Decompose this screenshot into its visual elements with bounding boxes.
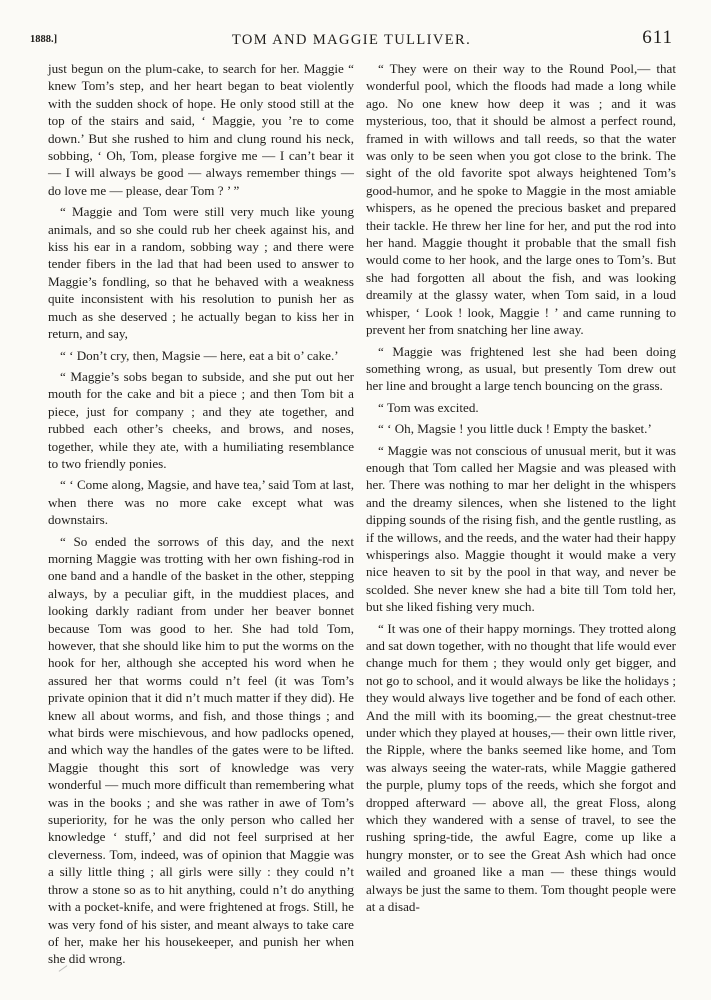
running-header xyxy=(30,22,673,52)
paragraph: “ They were on their way to the Round Pool,— that wonderful pool, which the floods had made a long while ago. No one knew how deep it was ; and it was mysterious, too, that it should be almost a perfect round, framed in with willows and tall reeds, so that the water was only to be seen when you got close to the brink. The sight of the old favorite spot always heightened Tom’s good-humor, and he spoke to Maggie in the most amiable whispers, as he opened the precious basket and prepared their tackle. He threw her line for her, and put the rod into her hand. Maggie thought it probable that the small fish would come to her hook, and the large ones to Tom’s. But she had forgotten all about the fish, and was looking dreamily at the glassy water, when Tom said, in a loud whisper, ‘ Look ! look, Maggie ! ’ and came running to prevent her from snatching her line away. xyxy=(366,61,676,338)
paragraph: “ So ended the sorrows of this day, and the next morning Maggie was trotting with her own fishing-rod in one band and a handle of the basket in the other, stepping always, by a peculiar gift, in the muddiest places, and looking darkly radiant from under her beaver bonnet because Tom was good to her. She had told Tom, however, that she should like him to put the worms on the hook for her, although she accepted his word when he assured her that worms could n’t feel (it was Tom’s private opinion that it did n’t much matter if they did). He knew all about worms, and fish, and those things ; and what birds were mischievous, and how padlocks opened, and which way the handles of the gates were to be lifted. Maggie thought this sort of knowledge was very wonderful — much more difficult than remembering what was in the books ; and she was rather in awe of Tom’s superiority, for he was the only person who called her knowledge ‘ stuff,’ and did not feel surprised at her cleverness. Tom, indeed, was of opinion that Maggie was a silly little thing ; all girls were silly : they could n’t throw a stone so as to hit anything, could n’t do anything with a pocket-knife, and were frightened at frogs. Still, he was very fond of his sister, and meant always to take care of her, make her his housekeeper, and punish her when she did wrong. xyxy=(48,533,354,967)
paragraph: “ ‘ Don’t cry, then, Magsie — here, eat a bit o’ cake.’ xyxy=(60,347,339,363)
paragraph: “ Maggie’s sobs began to subside, and she put out her mouth for the cake and bit a piece ; and then Tom bit a piece, just for company ; and they ate together, and rubbed each other’s cheeks, and brows, and noses, together, while they ate, with a humiliating resemblance to two friendly ponies. xyxy=(48,368,354,471)
running-title: TOM AND MAGGIE TULLIVER. xyxy=(231,32,472,48)
paragraph: “ Maggie was not conscious of unusual merit, but it was enough that Tom called her Magsie and was pleased with her. There was nothing to mar her delight in the whispers and the dreamy silences, when she listened to the light dipping sounds of the rising fish, and the gentle rustling, as if the willows, and the reeds, and the water had their happy whisperings also. Maggie thought it would make a very nice heaven to sit by the pool in that way, and never be scolded. She never knew she had a bite till Tom told her, but she liked fishing very much. xyxy=(366,442,676,615)
page-number: 611 xyxy=(642,27,673,48)
paragraph: “ It was one of their happy mornings. They trotted along and sat down together, with no thought that life would ever change much for them ; they would only get bigger, and not go to school, and it would always be like the holidays ; they would always live together and be fond of each other. And the mill with its booming,— the great chestnut-tree under which they played at houses,— their own little river, the Ripple, where the banks seemed like home, and Tom was always seeing the water-rats, while Maggie gathered the purple, plumy tops of the reeds, which she forgot and dropped afterward — above all, the great Floss, along which they wandered with a sense of travel, to see the rushing spring-tide, the awful Eagre, come up like a hungry monster, or to see the Great Ash which had once wailed and groaned like a man — these things would always be just the same to them. Tom thought people were at a disad- xyxy=(366,620,676,915)
paragraph: “ Maggie was frightened lest she had been doing something wrong, as usual, but presently Tom drew out her line and brought a large tench bouncing on the grass. xyxy=(366,343,676,394)
left-column xyxy=(48,60,354,968)
paragraph: “ Tom was excited. xyxy=(378,399,479,415)
issue-year: 1888.] xyxy=(30,34,58,45)
paragraph: just begun on the plum-cake, to search for her. Maggie “ knew Tom’s step, and her heart began to beat violently with the sudden shock of hope. He only stood still at the top of the stairs and said, ‘ Maggie, you ’re to come down.’ But she rushed to him and clung round his neck, sobbing, ‘ Oh, Tom, please forgive me — I can’t bear it — I will always be good — always remember things — do love me — please, dear Tom ? ’ ” xyxy=(48,61,354,198)
paragraph: “ ‘ Oh, Magsie ! you little duck ! Empty the basket.’ xyxy=(378,421,652,437)
paragraph: “ ‘ Come along, Magsie, and have tea,’ said Tom at last, when there was no more cake except what was downstairs. xyxy=(48,477,354,528)
right-column xyxy=(366,60,676,916)
paragraph: “ Maggie and Tom were still very much like young animals, and so she could rub her cheek against his, and kiss his ear in a random, sobbing way ; and there were tender fibers in the lad that had been used to answer to Maggie’s fondling, so that he behaved with a weakness quite inconsistent with his resolution to punish her as much as she deserved ; he actually began to kiss her in return, and say, xyxy=(48,204,354,342)
